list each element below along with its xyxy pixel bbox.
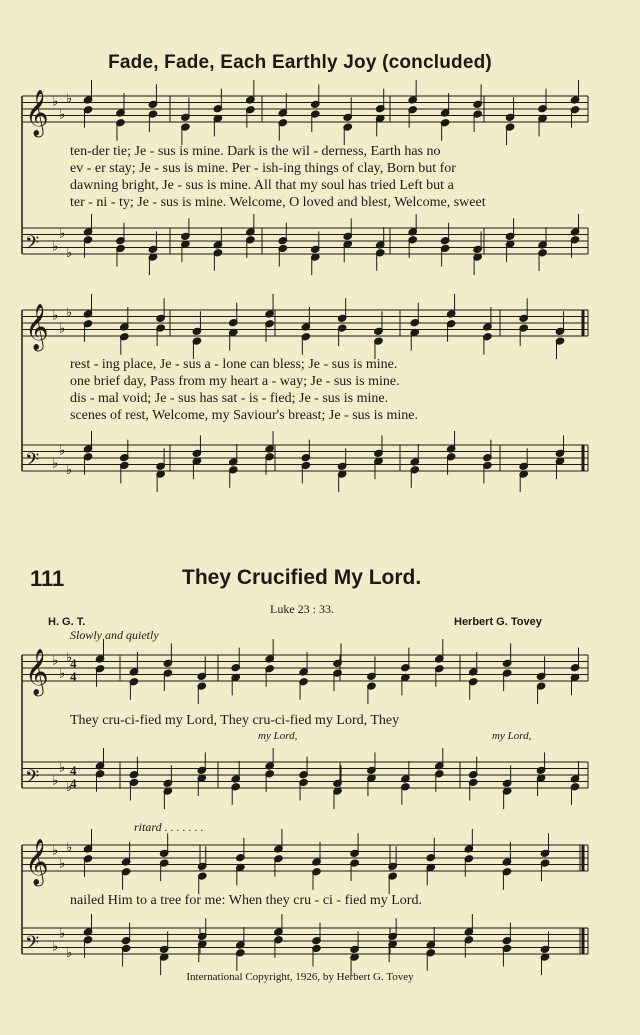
bass-clef-icon: 𝄢	[25, 450, 40, 475]
scripture-reference: Luke 23 : 33.	[270, 602, 334, 616]
flat-icon: ♭	[59, 856, 66, 872]
flat-icon: ♭	[59, 443, 66, 459]
flat-icon: ♭	[66, 305, 73, 321]
lyric-line: ev - er stay; Je - sus is mine. Per - ish-ing things of clay, Born but for	[70, 161, 456, 176]
flat-icon: ♭	[66, 246, 73, 261]
flat-icon: ♭	[59, 666, 66, 682]
flat-icon: ♭	[66, 650, 73, 666]
flat-icon: ♭	[52, 94, 59, 110]
time-signature-bottom: 4	[70, 776, 77, 791]
flat-icon: ♭	[52, 939, 59, 955]
lyric-line: ter - ni - ty; Je - sus is mine. Welcome, O loved and blest, Welcome, sweet	[70, 195, 486, 210]
flat-icon: ♭	[66, 463, 73, 478]
flat-icon: ♭	[59, 107, 66, 123]
ritard-marking: ritard . . . . . . .	[134, 820, 204, 834]
flat-icon: ♭	[66, 946, 73, 961]
copyright-notice: International Copyright, 1926, by Herbert G. Tovey	[186, 971, 414, 983]
treble-clef-icon: 𝄞	[25, 304, 49, 350]
flat-icon: ♭	[66, 91, 73, 107]
treble-clef-icon: 𝄞	[25, 649, 49, 695]
echo-lyric: my Lord,	[258, 730, 298, 742]
flat-icon: ♭	[52, 653, 59, 669]
bass-clef-icon: 𝄢	[25, 767, 40, 792]
flat-icon: ♭	[52, 239, 59, 255]
lyric-line: rest - ing place, Je - sus a - lone can bless; Je - sus is mine.	[70, 357, 398, 372]
time-signature-top: 4	[70, 763, 77, 778]
page-title: Fade, Fade, Each Earthly Joy (concluded)	[108, 52, 492, 73]
composer-name: Herbert G. Tovey	[454, 616, 542, 628]
flat-icon: ♭	[52, 773, 59, 789]
echo-lyric: my Lord,	[492, 730, 532, 742]
flat-icon: ♭	[66, 840, 73, 856]
lyric-line: nailed Him to a tree for me: When they cru - ci - fied my Lord.	[70, 893, 422, 908]
lyric-line: dis - mal void; Je - sus has sat - is - fied; Je - sus is mine.	[70, 391, 389, 406]
time-signature-bottom: 4	[70, 669, 77, 684]
lyric-line: one brief day, Pass from my heart a - way; Je - sus is mine.	[70, 374, 400, 389]
flat-icon: ♭	[52, 456, 59, 472]
flat-icon: ♭	[66, 780, 73, 795]
time-signature-top: 4	[70, 656, 77, 671]
tempo-marking: Slowly and quietly	[70, 628, 159, 642]
treble-clef-icon: 𝄞	[25, 90, 49, 136]
lyric-line: They cru-ci-fied my Lord, They cru-ci-fied my Lord, They	[70, 713, 400, 728]
hymn-title: They Crucified My Lord.	[182, 566, 422, 589]
flat-icon: ♭	[52, 308, 59, 324]
treble-clef-icon: 𝄞	[25, 839, 49, 885]
flat-icon: ♭	[52, 843, 59, 859]
bass-clef-icon: 𝄢	[25, 933, 40, 958]
lyric-line: ten-der tie; Je - sus is mine. Dark is the wil - derness, Earth has no	[70, 144, 441, 159]
hymn-number: 111	[30, 566, 65, 591]
flat-icon: ♭	[59, 321, 66, 337]
lyricist-initials: H. G. T.	[48, 616, 86, 628]
bass-clef-icon: 𝄢	[25, 233, 40, 258]
flat-icon: ♭	[59, 760, 66, 776]
lyric-line: dawning bright, Je - sus is mine. All that my soul has tried Left but a	[70, 178, 454, 193]
flat-icon: ♭	[59, 926, 66, 942]
flat-icon: ♭	[59, 226, 66, 242]
lyric-line: scenes of rest, Welcome, my Saviour's breast; Je - sus is mine.	[70, 408, 418, 423]
